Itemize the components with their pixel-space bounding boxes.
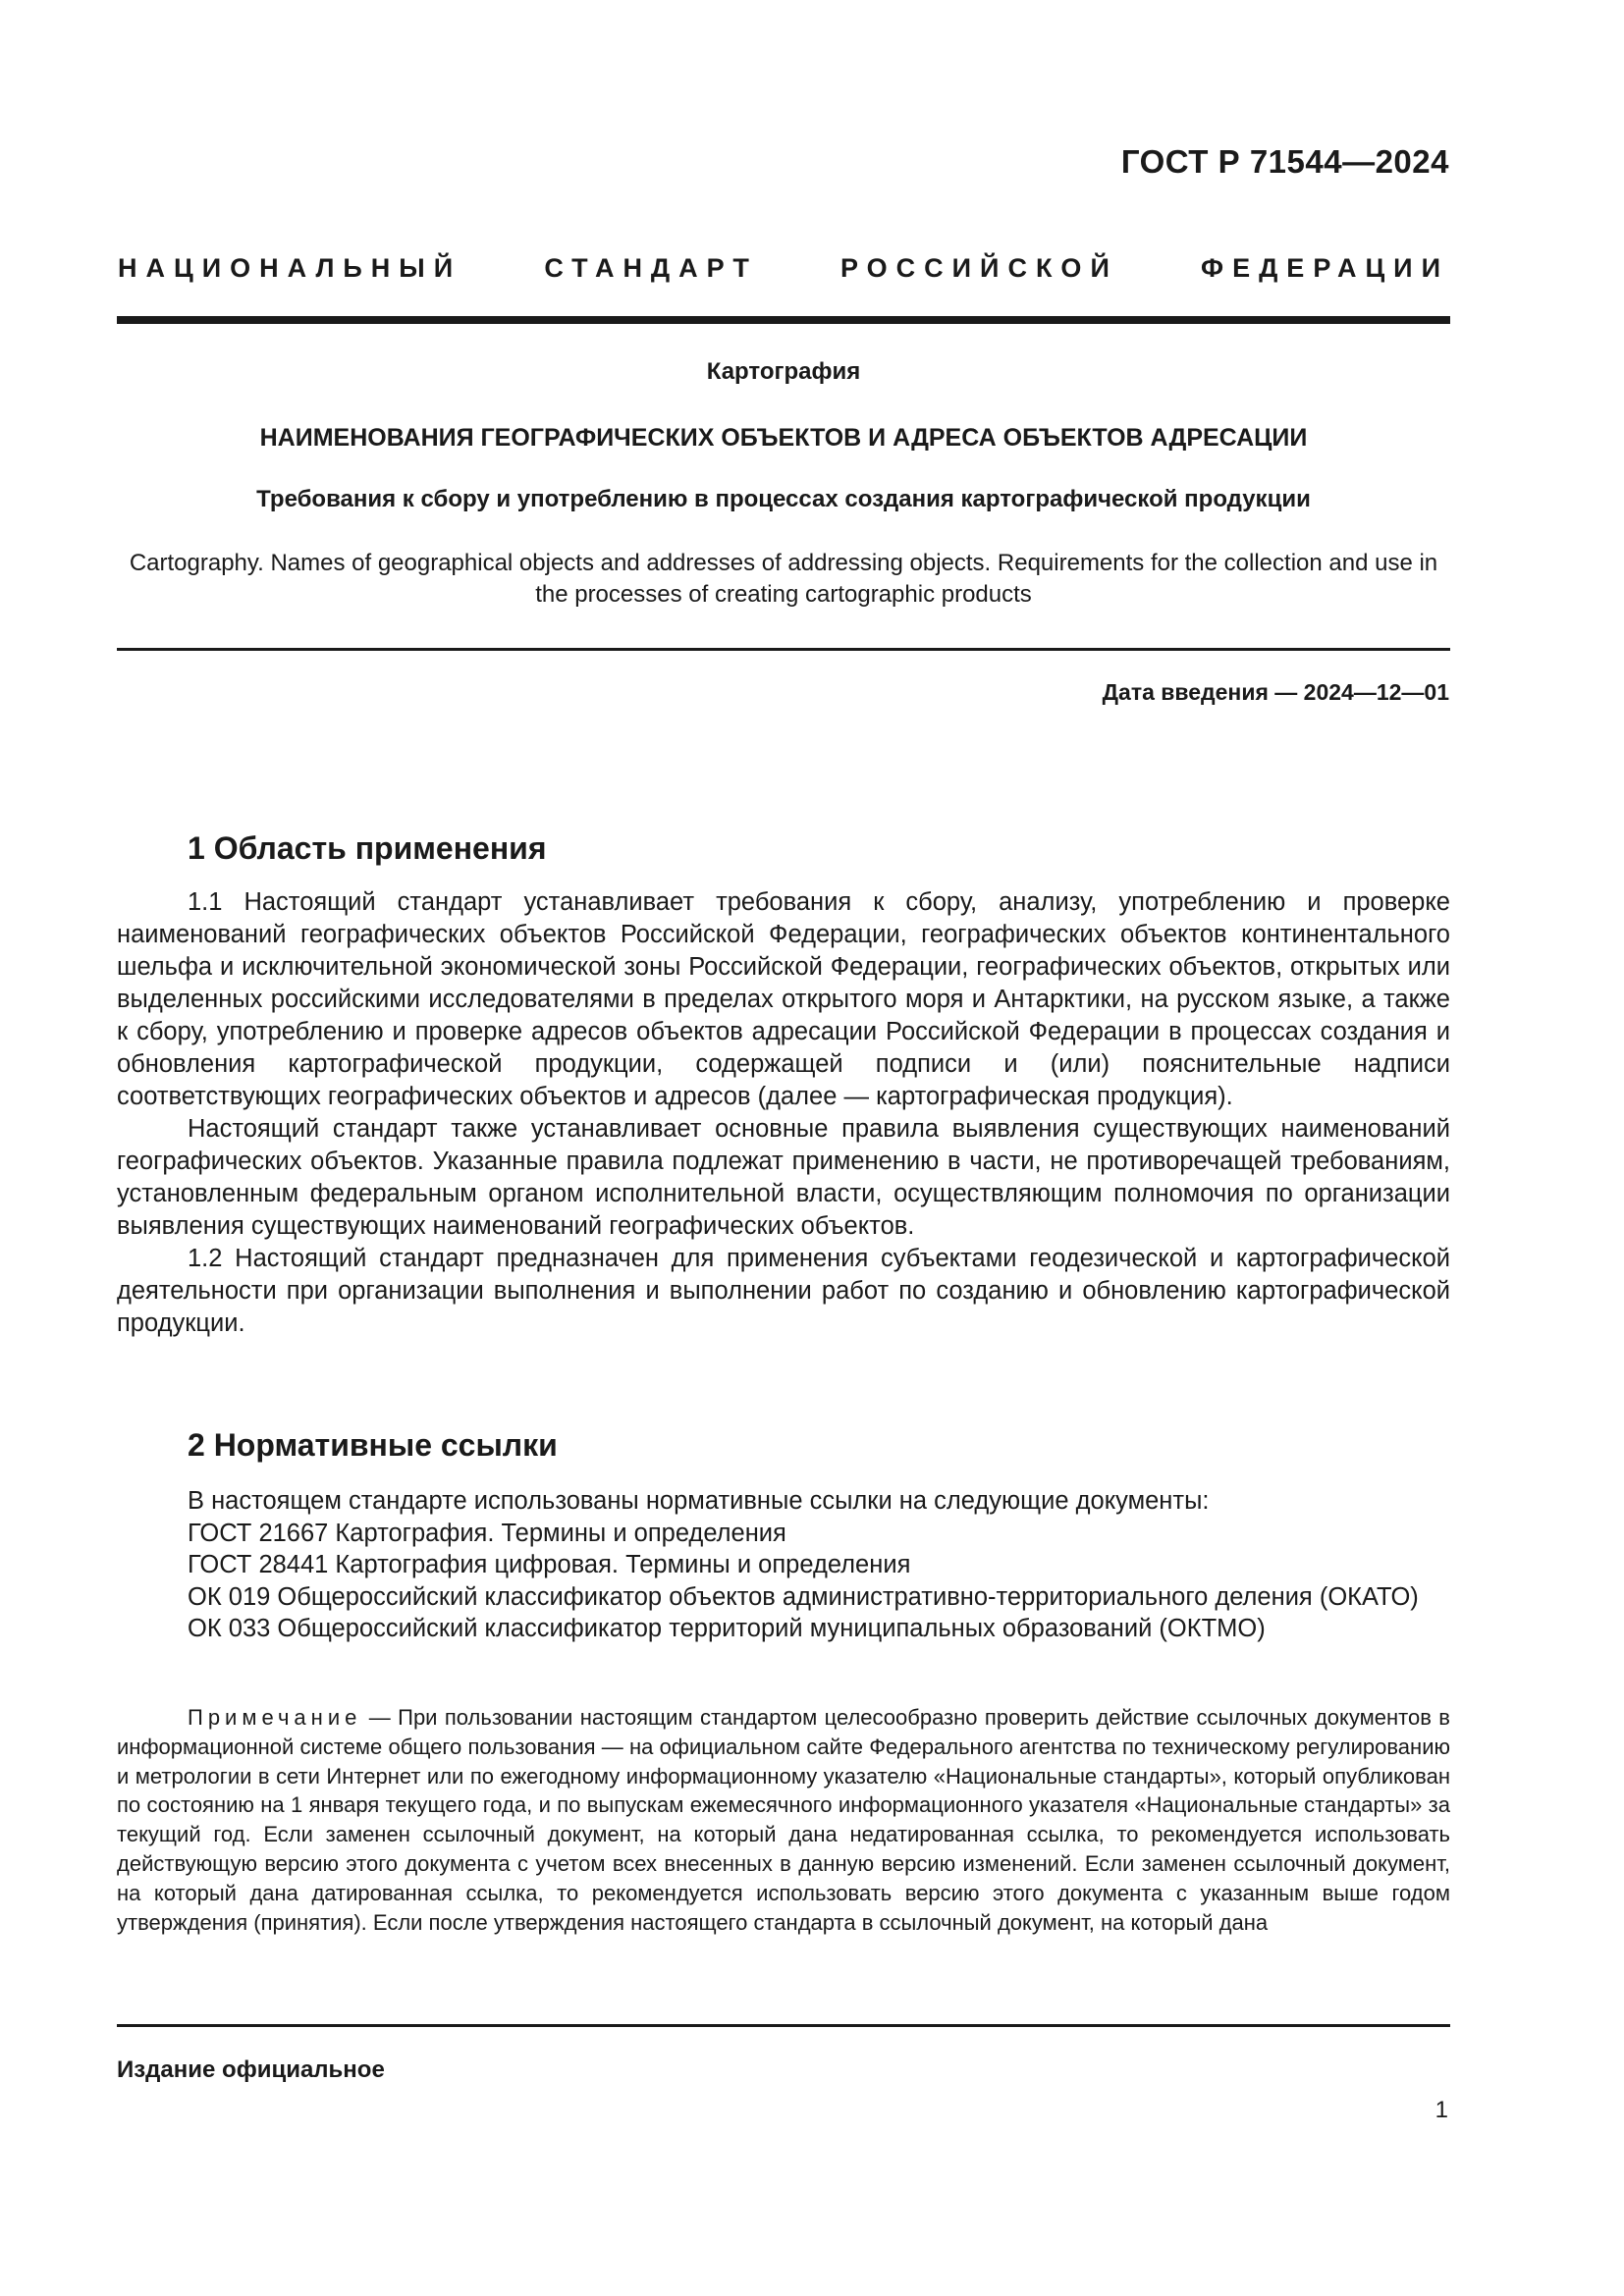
title-rule: [117, 648, 1450, 651]
references-intro: В настоящем стандарте использованы нормативные ссылки на следующие документы:: [188, 1487, 1210, 1515]
national-standard-banner: НАЦИОНАЛЬНЫЙ СТАНДАРТ РОССИЙСКОЙ ФЕДЕРАЦИИ: [118, 253, 1449, 283]
edition-label: Издание официальное: [117, 2056, 385, 2083]
section-1-heading: 1 Область применения: [188, 830, 547, 866]
footer-rule: [117, 2024, 1450, 2027]
reference-item: ГОСТ 28441 Картография цифровая. Термины и определения: [188, 1551, 911, 1578]
title-main: НАИМЕНОВАНИЯ ГЕОГРАФИЧЕСКИХ ОБЪЕКТОВ И АДРЕСА ОБЪЕКТОВ АДРЕСАЦИИ: [259, 424, 1308, 452]
reference-item: ОК 033 Общероссийский классификатор территорий муниципальных образований (ОКТМО): [188, 1615, 1266, 1642]
title-sub: Требования к сбору и употреблению в процессах создания картографической продукции: [256, 486, 1311, 512]
page-number: 1: [1435, 2097, 1448, 2123]
header-rule: [117, 316, 1450, 324]
note-label: Примечание: [188, 1705, 362, 1730]
section-2-heading: 2 Нормативные ссылки: [188, 1427, 558, 1463]
title-category: Картография: [706, 358, 861, 385]
note-text: — При пользовании настоящим стандартом целесообразно проверить действие ссылочных документов в информационной системе общего пользования — на официальном сайте Федерального агентства по техническому регулированию и метрологии в сети Интернет или по ежегодному информационному указателю «Национальные стандарты», который опубликован по состоянию на 1 января текущего года, и по выпускам ежемесячного информационного указателя «Национальные стандарты» за текущий год. Если заменен ссылочный документ, на который дана недатированная ссылка, то рекомендуется использовать действующую версию этого документа с учетом всех внесенных в данную версию изменений. Если заменен ссылочный документ, на который дана датированная ссылка, то рекомендуется использовать версию этого документа с указанным выше годом утверждения (принятия). Если после утверждения настоящего стандарта в ссылочный документ, на который дана: [117, 1705, 1450, 1935]
title-english: Cartography. Names of geographical objects and addresses of addressing objects. Requirements for the collection and use in the processes of creating cartographic products: [129, 550, 1438, 608]
section-2-references: [117, 1485, 1450, 1645]
reference-item: ОК 019 Общероссийский классификатор объектов административно-территориального деления (ОКАТО): [188, 1582, 1419, 1611]
note-paragraph: [117, 1703, 1450, 1937]
introduction-date: Дата введения — 2024—12—01: [1102, 679, 1449, 705]
paragraph: 1.2 Настоящий стандарт предназначен для применения субъектами геодезической и картографической деятельности при организации выполнения и выполнении работ по созданию и обновлению картографической продукции.: [117, 1245, 1450, 1337]
reference-item: ГОСТ 21667 Картография. Термины и определения: [188, 1519, 786, 1547]
paragraph: 1.1 Настоящий стандарт устанавливает требования к сбору, анализу, употреблению и проверке наименований географических объектов Российской Федерации, географических объектов континентального шельфа и исключительной экономической зоны Российской Федерации, географических объектов, открытых или выделенных российскими исследователями в пределах открытого моря и Антарктики, на русском языке, а также к сбору, употреблению и проверке адресов объектов адресации Российской Федерации в процессах создания и обновления картографической продукции, содержащей подписи и (или) пояснительные надписи соответствующих географических объектов и адресов (далее — картографическая продукция).: [117, 888, 1450, 1110]
document-number: ГОСТ Р 71544—2024: [1120, 143, 1449, 180]
section-1-body: [117, 886, 1450, 1340]
note-block: [117, 1703, 1450, 1937]
paragraph: Настоящий стандарт также устанавливает основные правила выявления существующих наименований географических объектов. Указанные правила подлежат применению в части, не противоречащей требованиям, установленным федеральным органом исполнительной власти, осуществляющим полномочия по организации выявления существующих наименований географических объектов.: [117, 1115, 1450, 1240]
